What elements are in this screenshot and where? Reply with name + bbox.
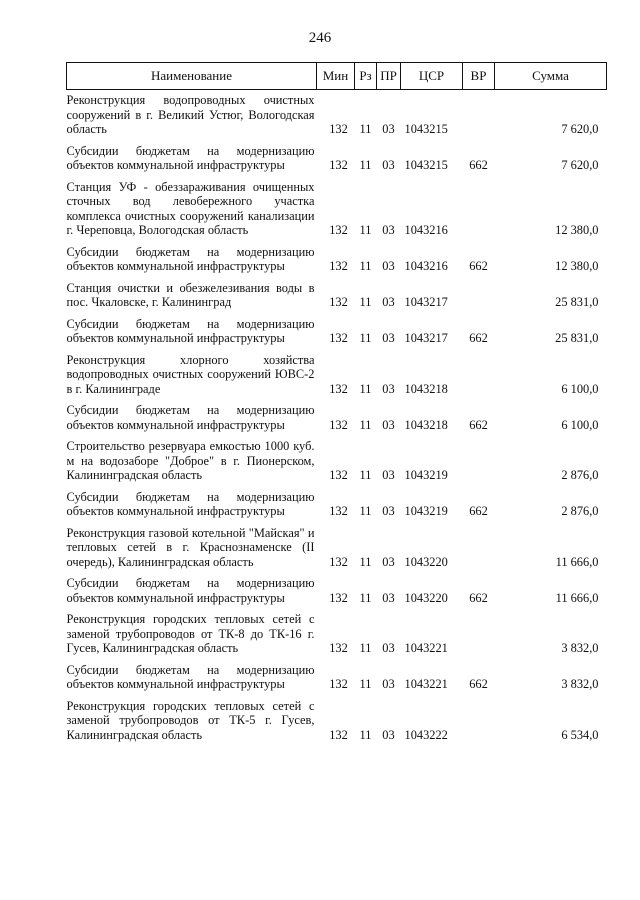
table-row	[67, 523, 607, 574]
cell-sum: 6 100,0	[561, 417, 599, 432]
cell-csr: 1043218	[404, 381, 448, 396]
cell-sum: 3 832,0	[561, 677, 599, 691]
table-header	[67, 63, 607, 90]
cell-pr: 03	[382, 223, 395, 237]
table-row	[67, 696, 607, 747]
cell-name: Строительство резервуара емкостью 1000 куб. м на водозаборе "Доброе" в г. Пионерском, Калининградская область	[66, 439, 315, 482]
cell-name: Субсидии бюджетам на модернизацию объектов коммунальной инфраструктуры	[66, 489, 315, 518]
cell-name: Реконструкция хлорного хозяйства водопроводных очистных сооружений ЮВС-2 в г. Калининграде	[66, 352, 315, 396]
cell-rz: 11	[359, 641, 372, 655]
table-row	[67, 400, 607, 436]
cell-sum: 7 620,0	[561, 158, 599, 172]
cell-csr: 1043218	[404, 417, 448, 432]
cell-min: 132	[329, 417, 348, 432]
cell-pr: 03	[382, 468, 395, 482]
column-header-sum: Сумма	[495, 63, 607, 90]
budget-table	[66, 62, 607, 746]
table-row	[67, 436, 607, 487]
cell-sum: 25 831,0	[555, 295, 599, 309]
cell-min: 132	[329, 468, 348, 482]
cell-csr: 1043220	[404, 554, 448, 569]
table-row	[67, 660, 607, 696]
cell-name: Реконструкция городских тепловых сетей с заменой трубопроводов от ТК-8 до ТК-16 г. Гусев, Калининградская область	[66, 612, 315, 655]
cell-name: Станция УФ - обеззараживания очищенных сточных вод левобережного участка комплекса очистных сооружений канализации г. Череповца, Вологодская область	[66, 179, 315, 237]
cell-name: Реконструкция городских тепловых сетей с заменой трубопроводов от ТК-5 г. Гусев, Калининградская область	[66, 698, 315, 742]
cell-csr: 1043216	[404, 223, 448, 237]
cell-rz: 11	[359, 554, 372, 569]
cell-sum: 11 666,0	[555, 554, 599, 569]
cell-rz: 11	[359, 504, 372, 518]
cell-min: 132	[329, 295, 348, 309]
cell-rz: 11	[359, 381, 372, 396]
table-body	[67, 90, 607, 747]
cell-min: 132	[329, 554, 348, 569]
cell-vr	[463, 523, 495, 574]
column-header-vr: ВР	[463, 63, 495, 90]
cell-rz: 11	[359, 122, 372, 136]
cell-min: 132	[329, 641, 348, 655]
cell-vr: 662	[469, 417, 488, 432]
table-row	[67, 314, 607, 350]
cell-sum: 2 876,0	[561, 468, 599, 482]
cell-vr	[463, 609, 495, 660]
cell-name: Реконструкция водопроводных очистных сооружений в г. Великий Устюг, Вологодская область	[66, 93, 315, 136]
column-header-rz: Рз	[355, 63, 377, 90]
cell-csr: 1043219	[404, 504, 448, 518]
table-row	[67, 278, 607, 314]
cell-pr: 03	[382, 158, 395, 172]
cell-pr: 03	[382, 295, 395, 309]
cell-vr	[463, 177, 495, 242]
cell-sum: 11 666,0	[555, 590, 599, 605]
cell-pr: 03	[382, 677, 395, 691]
cell-name: Субсидии бюджетам на модернизацию объектов коммунальной инфраструктуры	[66, 143, 315, 172]
cell-rz: 11	[359, 223, 372, 237]
cell-vr: 662	[469, 504, 488, 518]
cell-rz: 11	[359, 331, 372, 345]
cell-pr: 03	[382, 641, 395, 655]
cell-min: 132	[329, 259, 348, 273]
cell-rz: 11	[359, 727, 372, 742]
cell-name: Субсидии бюджетам на модернизацию объектов коммунальной инфраструктуры	[66, 244, 315, 273]
cell-csr: 1043216	[404, 259, 448, 273]
cell-csr: 1043222	[404, 727, 448, 742]
cell-pr: 03	[382, 122, 395, 136]
cell-csr: 1043220	[404, 590, 448, 605]
cell-min: 132	[329, 381, 348, 396]
cell-csr: 1043217	[404, 331, 448, 345]
cell-name: Субсидии бюджетам на модернизацию объектов коммунальной инфраструктуры	[66, 403, 315, 432]
cell-vr	[463, 696, 495, 747]
cell-min: 132	[329, 158, 348, 172]
cell-min: 132	[329, 223, 348, 237]
cell-rz: 11	[359, 417, 372, 432]
cell-rz: 11	[359, 590, 372, 605]
cell-vr: 662	[469, 158, 488, 172]
cell-vr	[463, 90, 495, 141]
cell-vr: 662	[469, 677, 488, 691]
cell-csr: 1043215	[404, 158, 448, 172]
cell-name: Субсидии бюджетам на модернизацию объектов коммунальной инфраструктуры	[66, 662, 315, 691]
cell-rz: 11	[359, 295, 372, 309]
cell-pr: 03	[382, 504, 395, 518]
cell-sum: 3 832,0	[561, 641, 599, 655]
table-row	[67, 350, 607, 401]
cell-name: Станция очистки и обезжелезивания воды в пос. Чкаловске, г. Калининград	[66, 280, 315, 309]
cell-rz: 11	[359, 468, 372, 482]
cell-csr: 1043221	[404, 641, 448, 655]
cell-sum: 12 380,0	[555, 259, 599, 273]
cell-pr: 03	[382, 727, 395, 742]
cell-vr	[463, 350, 495, 401]
column-header-pr: ПР	[377, 63, 401, 90]
cell-vr: 662	[469, 590, 488, 605]
cell-sum: 12 380,0	[555, 223, 599, 237]
table-row	[67, 573, 607, 609]
cell-min: 132	[329, 504, 348, 518]
cell-sum: 7 620,0	[561, 122, 599, 136]
cell-csr: 1043221	[404, 677, 448, 691]
cell-pr: 03	[382, 590, 395, 605]
cell-csr: 1043215	[404, 122, 448, 136]
cell-vr: 662	[469, 259, 488, 273]
cell-min: 132	[329, 331, 348, 345]
table-row	[67, 141, 607, 177]
cell-csr: 1043217	[404, 295, 448, 309]
cell-pr: 03	[382, 381, 395, 396]
cell-min: 132	[329, 590, 348, 605]
cell-vr	[463, 278, 495, 314]
page-number: 246	[308, 30, 332, 46]
cell-pr: 03	[382, 417, 395, 432]
column-header-csr: ЦСР	[401, 63, 463, 90]
table-row	[67, 242, 607, 278]
cell-name: Субсидии бюджетам на модернизацию объектов коммунальной инфраструктуры	[66, 576, 315, 605]
cell-name: Реконструкция газовой котельной "Майская" и тепловых сетей в г. Краснознаменске (II очередь), Калининградская область	[66, 525, 315, 569]
cell-pr: 03	[382, 259, 395, 273]
cell-pr: 03	[382, 331, 395, 345]
table-row	[67, 177, 607, 242]
cell-rz: 11	[359, 677, 372, 691]
cell-sum: 2 876,0	[561, 504, 599, 518]
cell-sum: 6 534,0	[561, 727, 599, 742]
cell-min: 132	[329, 122, 348, 136]
cell-vr	[463, 436, 495, 487]
cell-rz: 11	[359, 158, 372, 172]
cell-vr: 662	[469, 331, 488, 345]
cell-min: 132	[329, 727, 348, 742]
cell-name: Субсидии бюджетам на модернизацию объектов коммунальной инфраструктуры	[66, 316, 315, 345]
cell-rz: 11	[359, 259, 372, 273]
cell-sum: 6 100,0	[561, 381, 599, 396]
cell-pr: 03	[382, 554, 395, 569]
table-row	[67, 609, 607, 660]
cell-sum: 25 831,0	[555, 331, 599, 345]
cell-csr: 1043219	[404, 468, 448, 482]
table-row	[67, 487, 607, 523]
table-row	[67, 90, 607, 141]
column-header-name: Наименование	[67, 63, 317, 90]
cell-min: 132	[329, 677, 348, 691]
column-header-min: Мин	[317, 63, 355, 90]
